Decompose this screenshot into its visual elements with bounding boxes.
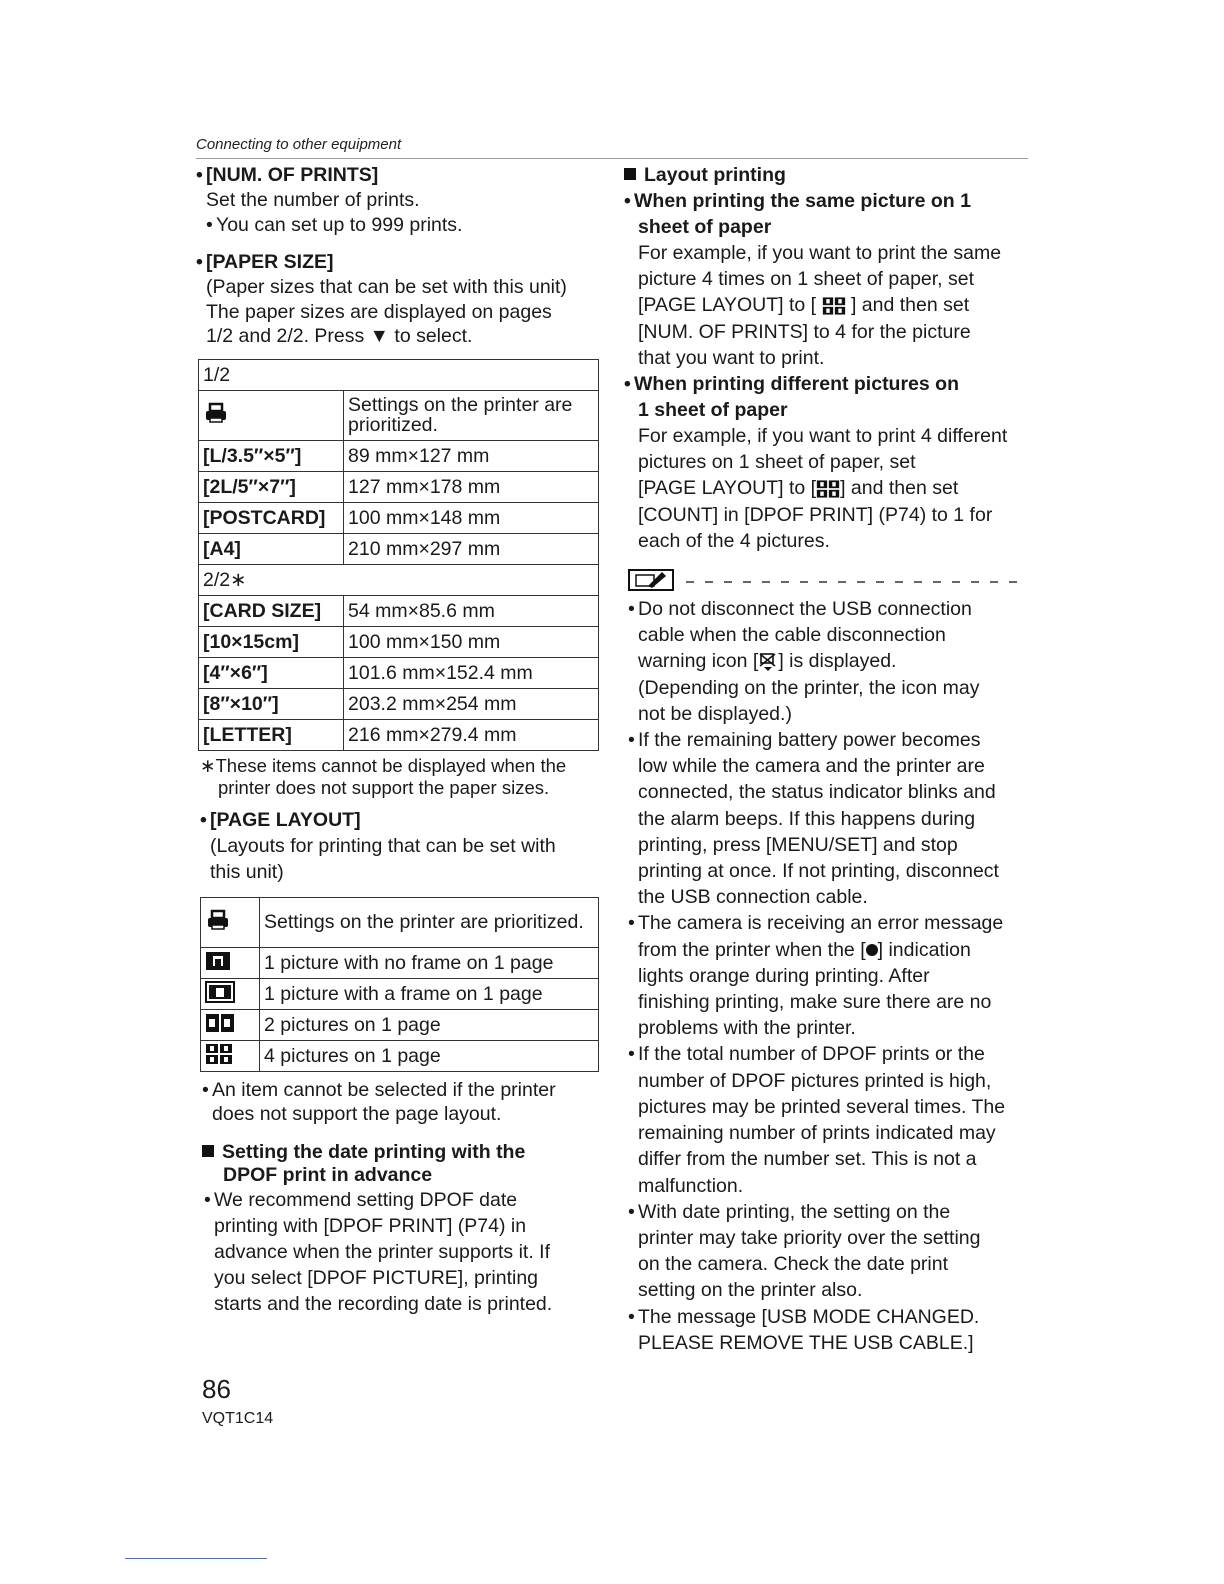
same-picture-heading1: • When printing the same picture on 1 bbox=[624, 190, 971, 212]
date-printing-heading2: DPOF print in advance bbox=[223, 1163, 433, 1186]
paper-size-line1: (Paper sizes that can be set with this unit) bbox=[206, 276, 567, 298]
num-prints-heading: • [NUM. OF PRINTS] bbox=[196, 164, 379, 186]
memo-note-icon bbox=[628, 566, 1028, 592]
note-line: differ from the number set. This is not a bbox=[638, 1148, 977, 1171]
note-line: low while the camera and the printer are bbox=[638, 755, 985, 778]
table-row: 1 picture with a frame on 1 page bbox=[201, 978, 599, 1009]
diff-line: each of the 4 pictures. bbox=[638, 529, 830, 552]
note-line: • With date printing, the setting on the bbox=[628, 1200, 951, 1223]
table-row: 4 pictures on 1 page bbox=[201, 1040, 599, 1071]
note-line: warning icon [ ] is displayed. bbox=[638, 650, 897, 673]
diff-line: [PAGE LAYOUT] to [ ] and then set bbox=[638, 477, 959, 500]
different-pictures-heading1: • When printing different pictures on bbox=[624, 373, 959, 396]
table-row: [LETTER] 216 mm×279.4 mm bbox=[199, 719, 599, 750]
note-line: connected, the status indicator blinks and bbox=[638, 781, 996, 804]
note-line: lights orange during printing. After bbox=[638, 964, 930, 987]
num-prints-bullet: • You can set up to 999 prints. bbox=[206, 213, 463, 236]
printer-icon bbox=[205, 909, 231, 931]
note-line: pictures may be printed several times. The bbox=[638, 1095, 1006, 1118]
different-pictures-heading2: 1 sheet of paper bbox=[638, 399, 788, 422]
table-row: [8″×10″] 203.2 mm×254 mm bbox=[199, 688, 599, 719]
table-row: [CARD SIZE] 54 mm×85.6 mm bbox=[199, 595, 599, 626]
diff-line: For example, if you want to print 4 different bbox=[638, 425, 1008, 448]
one-frame-icon bbox=[205, 981, 235, 1003]
date-printing-line: printing with [DPOF PRINT] (P74) in bbox=[214, 1214, 527, 1237]
date-printing-line: you select [DPOF PICTURE], printing bbox=[214, 1267, 539, 1290]
document-code: VQT1C14 bbox=[202, 1410, 274, 1427]
date-printing-line: starts and the recording date is printed. bbox=[214, 1293, 553, 1316]
table-row: [L/3.5″×5″] 89 mm×127 mm bbox=[199, 440, 599, 471]
page-number: 86 bbox=[202, 1374, 231, 1404]
date-printing-line: advance when the printer supports it. If bbox=[214, 1240, 551, 1263]
note-line: • The message [USB MODE CHANGED. bbox=[628, 1305, 980, 1328]
right-column bbox=[624, 162, 1032, 1356]
table-row: [10×15cm] 100 mm×150 mm bbox=[199, 626, 599, 657]
layout-row-text: Settings on the printer are prioritized. bbox=[260, 897, 599, 947]
note-line: finishing printing, make sure there are no bbox=[638, 991, 992, 1014]
note-line: • Do not disconnect the USB connection bbox=[628, 598, 972, 621]
same-line: that you want to print. bbox=[638, 346, 825, 369]
note-line: cable when the cable disconnection bbox=[638, 624, 946, 647]
four-pictures-icon bbox=[822, 296, 846, 316]
printer-icon bbox=[203, 402, 229, 424]
note-line: printing at once. If not printing, disconnect bbox=[638, 860, 999, 883]
note-line: • If the remaining battery power becomes bbox=[628, 729, 981, 752]
printer-icon-cell bbox=[199, 390, 344, 440]
left-column bbox=[196, 162, 606, 1318]
note-line: • The camera is receiving an error message bbox=[628, 912, 1004, 935]
same-line: For example, if you want to print the same bbox=[638, 242, 1002, 264]
square-bullet-icon bbox=[202, 1145, 214, 1157]
note-line: from the printer when the [ ] indication bbox=[638, 938, 971, 961]
note-line: the USB connection cable. bbox=[638, 886, 868, 909]
diff-line: pictures on 1 sheet of paper, set bbox=[638, 451, 916, 474]
footnote-line1: ∗These items cannot be displayed when the bbox=[200, 754, 567, 776]
four-pictures-icon bbox=[205, 1043, 233, 1065]
usb-disconnect-warning-icon bbox=[758, 652, 778, 672]
paper-size-table bbox=[198, 359, 599, 751]
diff-line: [COUNT] in [DPOF PRINT] (P74) to 1 for bbox=[638, 503, 993, 526]
page-layout-bullet1: • An item cannot be selected if the printer bbox=[202, 1078, 556, 1101]
same-line: [NUM. OF PRINTS] to 4 for the picture bbox=[638, 320, 971, 343]
table-row: 1 picture with no frame on 1 page bbox=[201, 947, 599, 978]
note-line: printing, press [MENU/SET] and stop bbox=[638, 833, 958, 856]
square-bullet-icon bbox=[624, 168, 636, 180]
date-printing-line: • We recommend setting DPOF date bbox=[204, 1188, 518, 1211]
note-line: malfunction. bbox=[638, 1174, 744, 1197]
header-rule bbox=[196, 158, 1028, 159]
printer-setting-text: Settings on the printer are prioritized. bbox=[344, 390, 599, 440]
page-layout-bullet2: does not support the page layout. bbox=[212, 1103, 502, 1125]
note-line: problems with the printer. bbox=[638, 1017, 856, 1040]
table-row: [2L/5″×7″] 127 mm×178 mm bbox=[199, 471, 599, 502]
layout-printing-heading: Layout printing bbox=[624, 162, 1032, 188]
status-dot-icon bbox=[866, 944, 878, 956]
page-layout-line2: this unit) bbox=[210, 860, 284, 883]
page-layout-heading: • [PAGE LAYOUT] bbox=[200, 808, 361, 831]
paper-size-line2: The paper sizes are displayed on pages bbox=[206, 300, 552, 323]
note-line: (Depending on the printer, the icon may bbox=[638, 676, 980, 699]
note-line: setting on the printer also. bbox=[638, 1279, 863, 1302]
section-label: Connecting to other equipment bbox=[196, 136, 402, 153]
page-indicator-1: 1/2 bbox=[199, 359, 599, 390]
same-line: picture 4 times on 1 sheet of paper, set bbox=[638, 268, 975, 291]
table-row: [POSTCARD] 100 mm×148 mm bbox=[199, 502, 599, 533]
one-no-frame-icon bbox=[205, 951, 231, 971]
two-pictures-icon bbox=[205, 1013, 235, 1033]
same-line: [PAGE LAYOUT] to [ ] and then set bbox=[638, 294, 970, 317]
table-row: [A4] 210 mm×297 mm bbox=[199, 533, 599, 564]
page-layout-line1: (Layouts for printing that can be set with bbox=[210, 834, 556, 857]
note-line: on the camera. Check the date print bbox=[638, 1253, 949, 1276]
note-line: remaining number of prints indicated may bbox=[638, 1122, 996, 1145]
four-pictures-icon bbox=[816, 479, 840, 499]
table-row: 2 pictures on 1 page bbox=[201, 1009, 599, 1040]
note-line: number of DPOF pictures printed is high, bbox=[638, 1069, 992, 1092]
memo-divider bbox=[624, 566, 1032, 592]
note-line: not be displayed.) bbox=[638, 702, 792, 725]
page-layout-table bbox=[200, 897, 599, 1072]
footnote-line2: printer does not support the paper sizes. bbox=[218, 776, 550, 798]
paper-size-heading: • [PAPER SIZE] bbox=[196, 251, 334, 273]
same-picture-heading2: sheet of paper bbox=[638, 216, 772, 238]
note-line: PLEASE REMOVE THE USB CABLE.] bbox=[638, 1331, 974, 1354]
paper-size-line3: 1/2 and 2/2. Press ▼ to select. bbox=[206, 325, 473, 347]
note-line: printer may take priority over the setting bbox=[638, 1226, 981, 1249]
bottom-link-line bbox=[125, 1558, 267, 1559]
note-line: the alarm beeps. If this happens during bbox=[638, 807, 976, 830]
date-printing-heading1: Setting the date printing with the bbox=[202, 1141, 606, 1164]
note-line: • If the total number of DPOF prints or the bbox=[628, 1043, 985, 1066]
num-prints-line: Set the number of prints. bbox=[206, 189, 420, 211]
page-indicator-2: 2/2∗ bbox=[199, 564, 599, 595]
table-row: [4″×6″] 101.6 mm×152.4 mm bbox=[199, 657, 599, 688]
